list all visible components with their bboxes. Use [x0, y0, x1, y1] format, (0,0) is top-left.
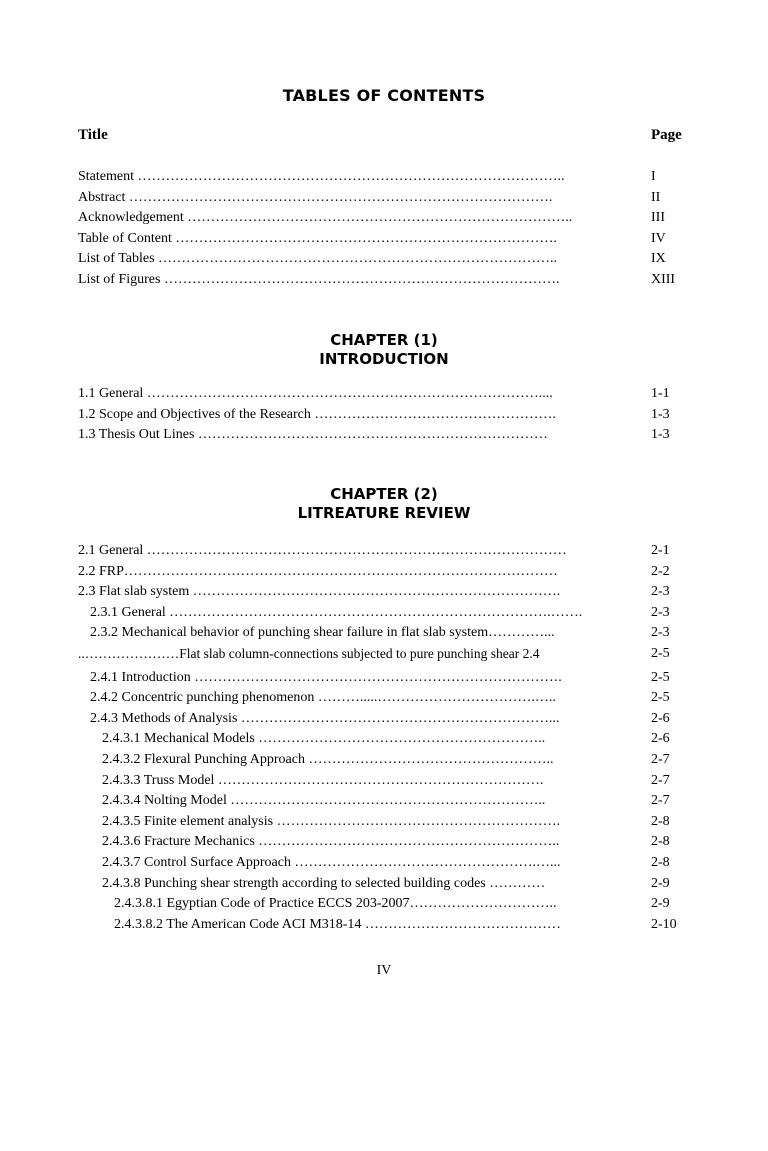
page-title: TABLES OF CONTENTS: [282, 86, 486, 105]
chapter-1-heading: [0, 331, 768, 369]
toc-page-number: XIII: [651, 271, 676, 287]
toc-row: [0, 709, 768, 730]
toc-page-number: 2-3: [651, 584, 670, 600]
toc-page-number: 2-8: [651, 854, 670, 870]
toc-entry: 2.4.3.6 Fracture Mechanics ………………………………………………………..: [102, 834, 560, 850]
toc-row: [0, 688, 768, 709]
toc-entry: 2.4.2 Concentric punching phenomenon ……….....…………………………….…..: [90, 690, 556, 706]
front-matter-list: [0, 167, 768, 291]
toc-row: [0, 874, 768, 895]
toc-row: [0, 791, 768, 812]
toc-entry: 2.4.3.2 Flexural Punching Approach ……………………………………………..: [102, 751, 554, 767]
toc-row: [0, 853, 768, 874]
toc-page-number: 2-9: [651, 896, 670, 912]
toc-entry: Statement ………………………………………………………………………………..: [78, 169, 565, 184]
toc-row: [0, 270, 768, 291]
toc-row: [0, 229, 768, 250]
chapter-number: CHAPTER (1): [330, 331, 438, 349]
toc-row: [0, 562, 768, 583]
toc-page-number: IV: [651, 230, 666, 246]
toc-page-number: III: [651, 210, 665, 226]
toc-page-number: 1-3: [651, 406, 670, 422]
toc-row: [0, 644, 768, 665]
chapter-title: LITREATURE REVIEW: [297, 504, 471, 522]
toc-page-number: 2-7: [651, 772, 670, 788]
toc-row: [0, 668, 768, 689]
toc-entry: 1.2 Scope and Objectives of the Research …………………………………………….: [78, 406, 556, 422]
chapter-2-entries: [0, 541, 768, 935]
toc-page-number: 2-6: [651, 731, 670, 747]
toc-entry: 2.4.3.8 Punching shear strength according to selected building codes …………: [102, 875, 546, 891]
toc-entry: 2.4.3.1 Mechanical Models ……………………………………………………..: [102, 731, 546, 747]
toc-row: [0, 405, 768, 426]
toc-entry: 2.4.1 Introduction …………………………………………………………………….: [90, 669, 562, 685]
chapter-1-entries: [0, 384, 768, 446]
toc-page-number: II: [651, 189, 661, 205]
toc-entry: 2.2 FRP…………………………………………………………………………………: [78, 563, 558, 579]
column-page-header: Page: [651, 127, 682, 143]
chapter-number: CHAPTER (2): [330, 485, 438, 503]
toc-row: [0, 384, 768, 405]
toc-page-number: 1-3: [651, 427, 670, 443]
toc-row: [0, 832, 768, 853]
toc-row: [0, 623, 768, 644]
toc-entry: ..…………………Flat slab column-connections subjected to pure punching shear 2.4: [78, 645, 540, 661]
toc-row: [0, 188, 768, 209]
toc-row: [0, 729, 768, 750]
toc-page-number: 2-1: [651, 543, 670, 558]
toc-row: [0, 541, 768, 562]
chapter-2-heading: [0, 485, 768, 523]
toc-row: [0, 603, 768, 624]
toc-row: [0, 249, 768, 270]
toc-page-number: 2-7: [651, 751, 670, 767]
toc-entry: 2.3 Flat slab system …………………………………………………………………….: [78, 584, 561, 600]
toc-page-number: 2-3: [651, 604, 670, 620]
toc-row: [0, 208, 768, 229]
toc-page-number: I: [651, 169, 656, 184]
toc-row: [0, 894, 768, 915]
toc-page-number: IX: [651, 251, 666, 267]
toc-page-number: 2-5: [651, 690, 670, 706]
toc-entry: 2.3.2 Mechanical behavior of punching shear failure in flat slab system…………...: [90, 625, 555, 641]
toc-page-number: 2-9: [651, 875, 670, 891]
toc-entry: 1.3 Thesis Out Lines …………………………………………………………………: [78, 427, 548, 443]
toc-row: [0, 915, 768, 936]
column-title-header: Title: [78, 127, 108, 143]
toc-entry: 2.4.3.7 Control Surface Approach …………………………………………….…...: [102, 854, 561, 870]
toc-entry: 2.4.3.3 Truss Model …………………………………………………………….: [102, 772, 544, 788]
toc-entry: List of Tables …………………………………………………………………………..: [78, 251, 558, 267]
toc-page-number: 2-8: [651, 813, 670, 829]
toc-row: [0, 582, 768, 603]
toc-page-number: 2-3: [651, 625, 670, 641]
toc-entry: 2.4.3.8.2 The American Code ACI M318-14 ……………………………………: [114, 916, 561, 932]
toc-row: [0, 812, 768, 833]
toc-page-number: 2-5: [651, 645, 670, 661]
footer-page-number: IV: [376, 963, 392, 978]
toc-entry: 1.1 General …………………………………………………………………………....: [78, 386, 553, 401]
toc-row: [0, 771, 768, 792]
toc-page-number: 2-10: [651, 916, 677, 932]
toc-entry: 2.4.3.8.1 Egyptian Code of Practice ECCS 203-2007…………………………..: [114, 896, 557, 912]
toc-row: [0, 167, 768, 188]
toc-entry: 2.4.3 Methods of Analysis …………………………………………………………...: [90, 710, 560, 726]
toc-entry: 2.3.1 General ……………………………………………………………………….…….: [90, 604, 583, 620]
toc-page-number: 2-8: [651, 834, 670, 850]
toc-entry: List of Figures ………………………………………………………………………….: [78, 271, 560, 287]
toc-page-number: 1-1: [651, 386, 670, 401]
chapter-title: INTRODUCTION: [319, 350, 449, 368]
toc-entry: Acknowledgement ………………………………………………………………………..: [78, 210, 573, 226]
toc-entry: Table of Content ……………………………………………………………………….: [78, 230, 557, 246]
toc-entry: Abstract ……………………………………………………………………………….: [78, 189, 553, 205]
toc-entry: 2.4.3.4 Nolting Model …………………………………………………………..: [102, 793, 546, 809]
toc-entry: 2.4.3.5 Finite element analysis …………………………………………………….: [102, 813, 561, 829]
toc-entry: 2.1 General ………………………………………………………………………………: [78, 543, 567, 558]
toc-row: [0, 425, 768, 446]
toc-page-number: 2-7: [651, 793, 670, 809]
toc-row: [0, 750, 768, 771]
toc-page-number: 2-5: [651, 669, 670, 685]
toc-page-number: 2-6: [651, 710, 670, 726]
toc-page-number: 2-2: [651, 563, 670, 579]
